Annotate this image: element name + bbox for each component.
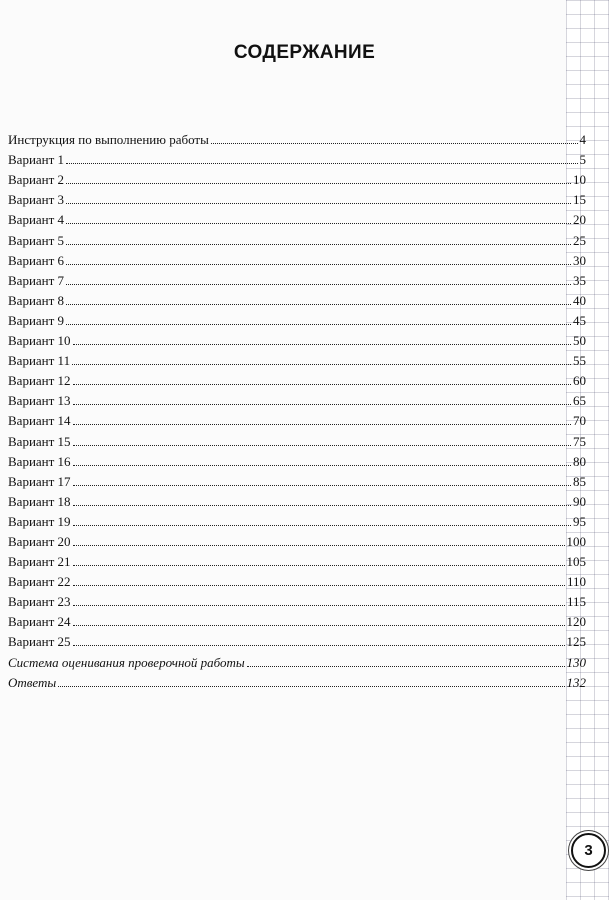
toc-entry-label: Вариант 25 [8,634,71,650]
toc-entry-page: 70 [573,413,586,429]
toc-entry-label: Вариант 14 [8,413,71,429]
toc-entry-label: Вариант 13 [8,393,71,409]
dot-leader [73,485,571,486]
toc-entry-page: 10 [573,172,586,188]
toc-entry [8,249,586,269]
dot-leader [73,545,565,546]
dot-leader [66,183,571,184]
dot-leader [73,404,571,405]
toc-entry-label: Вариант 16 [8,453,71,469]
toc-entry-label: Вариант 10 [8,333,71,349]
dot-leader [72,364,571,365]
toc-entry [8,630,586,650]
toc-entry [8,530,586,550]
toc-entry-label: Вариант 1 [8,152,65,168]
dot-leader [247,666,565,667]
toc-entry-page: 35 [573,272,586,288]
toc-entry-label: Вариант 19 [8,513,71,529]
toc-entry-label: Вариант 23 [8,594,71,610]
toc-entry-page: 5 [579,152,586,168]
toc-entry [8,510,586,530]
toc-entry-page: 105 [566,554,586,570]
toc-entry-page: 75 [573,433,586,449]
toc-entry [8,228,586,248]
toc-entry-page: 115 [566,594,586,610]
toc-entry [8,289,586,309]
toc-entry-label: Вариант 4 [8,212,65,228]
page-number: 3 [584,842,593,859]
toc-entry-label: Вариант 2 [8,172,65,188]
toc-entry [8,329,586,349]
toc-entry-page: 120 [566,614,586,630]
toc-entry [8,570,586,590]
toc-entry-label: Вариант 17 [8,473,71,489]
dot-leader [73,384,571,385]
dot-leader [73,424,571,425]
toc-entry [8,429,586,449]
dot-leader [58,686,564,687]
toc-entry-page: 45 [573,312,586,328]
toc-entry-label: Вариант 5 [8,232,65,248]
toc-entry-label: Вариант 12 [8,373,71,389]
toc-entry-page: 65 [573,393,586,409]
toc-entry-label: Вариант 3 [8,192,65,208]
toc-entry-label: Вариант 21 [8,554,71,570]
dot-leader [66,284,571,285]
toc-entry [8,490,586,510]
toc-entry-page: 15 [573,192,586,208]
dot-leader [73,445,571,446]
toc-entry [8,188,586,208]
toc-entry-page: 110 [566,574,586,590]
dot-leader [66,324,571,325]
toc-entry-page: 4 [579,132,586,148]
dot-leader [66,163,577,164]
toc-entry-page: 55 [573,353,586,369]
toc-entry [8,610,586,630]
toc-entry-page: 95 [573,513,586,529]
dot-leader [73,565,565,566]
toc-entry [8,369,586,389]
toc-entry-label: Вариант 11 [8,353,71,369]
page-title: СОДЕРЖАНИЕ [233,42,376,63]
table-of-contents [8,128,586,691]
toc-entry-page: 20 [573,212,586,228]
toc-entry [8,671,586,691]
toc-entry-label: Вариант 18 [8,493,71,509]
page-number-badge [571,833,606,868]
toc-entry [8,168,586,188]
dot-leader [66,203,571,204]
dot-leader [73,465,571,466]
toc-entry-page: 60 [573,373,586,389]
toc-entry-label: Вариант 9 [8,312,65,328]
toc-entry-page: 85 [573,473,586,489]
toc-entry [8,409,586,429]
toc-entry [8,650,586,670]
toc-entry [8,550,586,570]
toc-entry-label: Вариант 6 [8,252,65,268]
dot-leader [66,244,571,245]
dot-leader [73,645,565,646]
toc-entry-page: 25 [573,232,586,248]
toc-entry-page: 132 [566,674,586,690]
toc-entry-label: Вариант 8 [8,292,65,308]
toc-entry-label: Инструкция по выполнению работы [8,132,209,148]
toc-entry [8,349,586,369]
dot-leader [73,344,571,345]
dot-leader [66,304,571,305]
toc-entry [8,450,586,470]
toc-entry-page: 125 [566,634,586,650]
toc-entry-page: 50 [573,333,586,349]
toc-entry-label: Вариант 24 [8,614,71,630]
toc-entry-label: Система оценивания проверочной работы [8,654,245,670]
toc-entry [8,148,586,168]
toc-entry-page: 30 [573,252,586,268]
toc-entry-page: 100 [566,533,586,549]
toc-entry [8,389,586,409]
toc-entry [8,309,586,329]
dot-leader [211,143,578,144]
toc-entry-label: Вариант 22 [8,574,71,590]
dot-leader [73,525,571,526]
toc-entry [8,128,586,148]
toc-entry-label: Вариант 20 [8,533,71,549]
toc-entry-page: 80 [573,453,586,469]
dot-leader [73,605,565,606]
toc-entry-label: Ответы [8,674,57,690]
toc-entry-label: Вариант 15 [8,433,71,449]
toc-entry-page: 40 [573,292,586,308]
dot-leader [73,585,565,586]
toc-entry [8,470,586,490]
toc-entry-page: 130 [566,654,586,670]
toc-entry [8,590,586,610]
dot-leader [66,264,571,265]
toc-entry [8,269,586,289]
dot-leader [73,505,571,506]
toc-entry [8,208,586,228]
toc-entry-label: Вариант 7 [8,272,65,288]
dot-leader [66,223,571,224]
toc-entry-page: 90 [573,493,586,509]
dot-leader [73,625,565,626]
